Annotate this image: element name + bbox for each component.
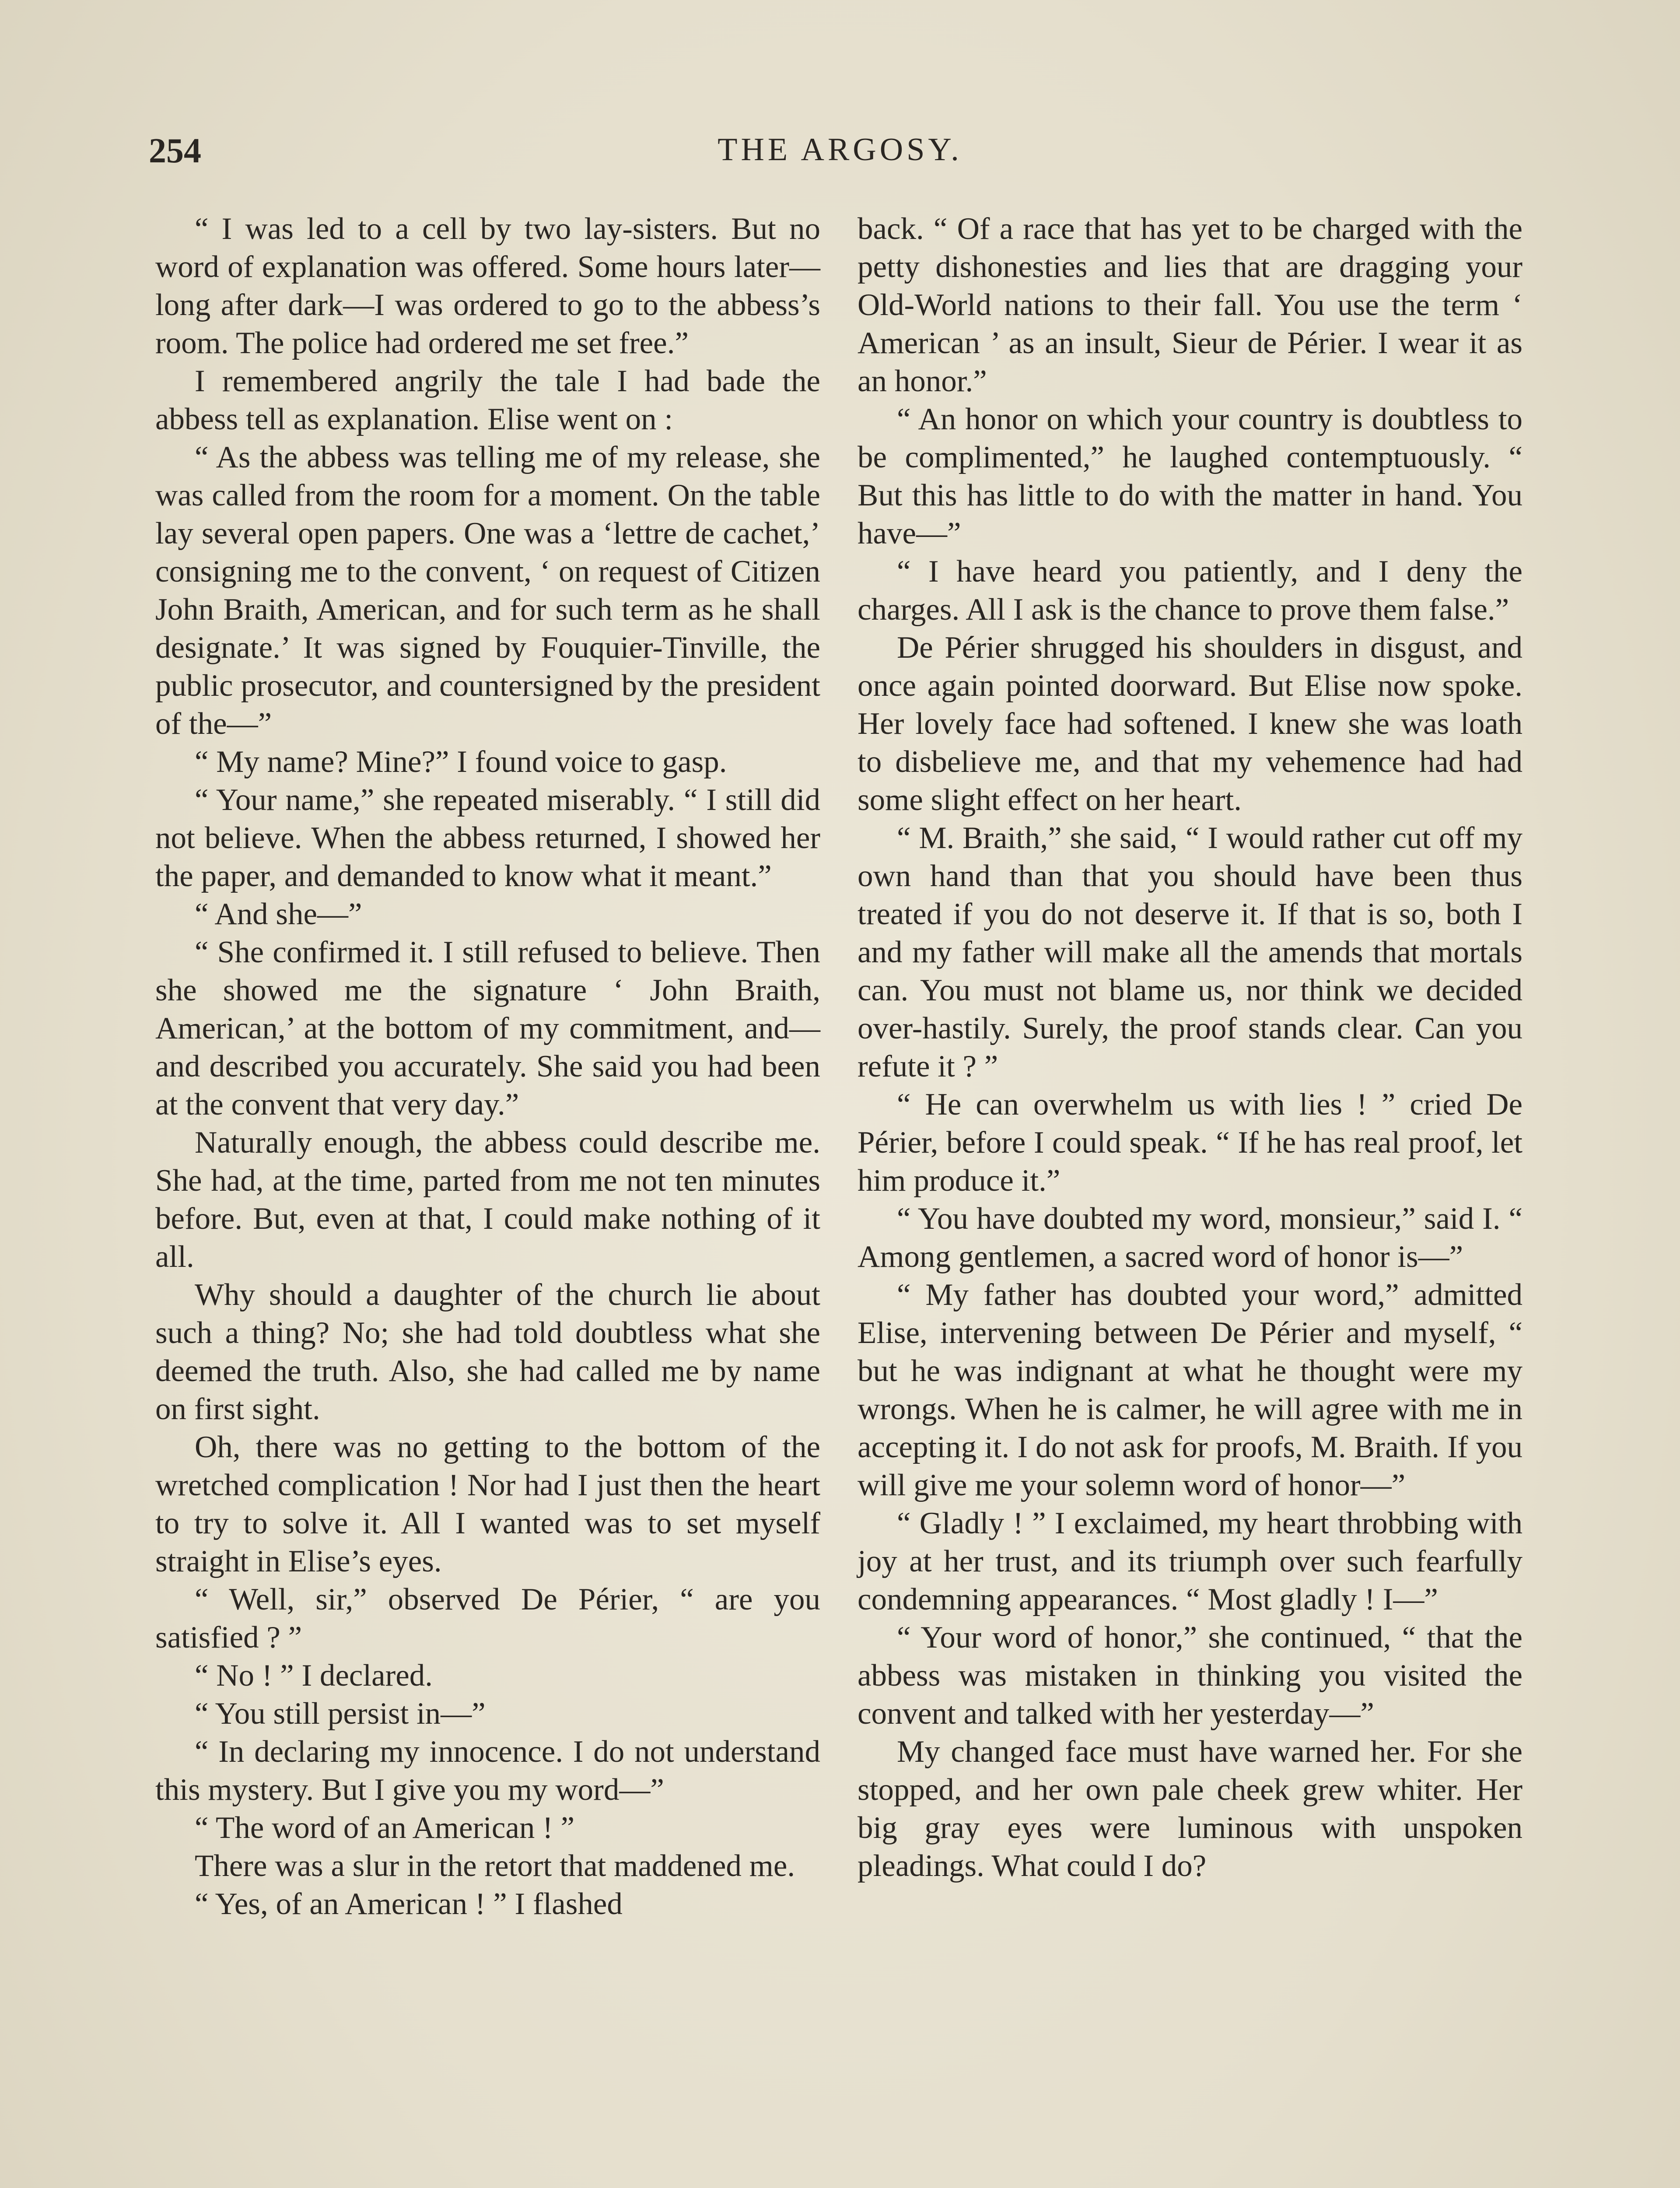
paragraph: “ Your name,” she repeated miserably. “ I still did not believe. When the abbess returned, I showed her the paper, and demanded to know what it meant.” (155, 783, 820, 893)
paragraph: “ Gladly ! ” I exclaimed, my heart throbbing with joy at her trust, and its triumph over such fearfully condemning appearances. “ Most gladly ! I—” (858, 1506, 1522, 1616)
paragraph: There was a slur in the retort that maddened me. (195, 1849, 795, 1883)
paragraph: Naturally enough, the abbess could describe me. She had, at the time, parted from me not ten minutes before. But, even at that, I could make nothing of it all. (155, 1126, 820, 1274)
page-number: 254 (149, 132, 201, 170)
paragraph: Why should a daughter of the church lie about such a thing? No; she had told doubtless what she deemed the truth. Also, she had called me by name on first sight. (155, 1278, 820, 1426)
paragraph: “ An honor on which your country is doubtless to be complimented,” he laughed contemptuously. “ But this has little to do with the matter in hand. You have—” (858, 402, 1522, 551)
paragraph: “ Well, sir,” observed De Périer, “ are you satisfied ? ” (155, 1582, 820, 1655)
paragraph: “ The word of an American ! ” (195, 1811, 575, 1845)
paragraph: “ I was led to a cell by two lay-sisters. But no word of explanation was offered. Some hours later—long after dark—I was ordered to go to the abbess’s room. The police had ordered me set free.” (155, 212, 820, 360)
paragraph: “ Your word of honor,” she continued, “ that the abbess was mistaken in thinking you visited the convent and talked with her yesterday—” (858, 1620, 1522, 1731)
paragraph: “ As the abbess was telling me of my release, she was called from the room for a moment. On the table lay several open papers. One was a ‘lettre de cachet,’ consigning me to the convent, ‘ on request of Citizen John Braith, American, and for such term as he shall designate.’ It was signed by Fouquier-Tinville, the public prosecutor, and countersigned by the president of the—” (155, 440, 820, 741)
paragraph: “ My father has doubted your word,” admitted Elise, intervening between De Périer and myself, “ but he was indignant at what he thought were my wrongs. When he is calmer, he will agree with me in accepting it. I do not ask for proofs, M. Braith. If you will give me your solemn word of honor—” (858, 1278, 1522, 1502)
paragraph: back. “ Of a race that has yet to be charged with the petty dishonesties and lies that are dragging your Old-World nations to their fall. You use the term ‘ American ’ as an insult, Sieur de Périer. I wear it as an honor.” (858, 212, 1522, 398)
left-column (155, 210, 820, 2188)
right-column (858, 210, 1522, 2188)
paragraph: My changed face must have warned her. For she stopped, and her own pale cheek grew whiter. Her big gray eyes were luminous with unspoken pleadings. What could I do? (858, 1735, 1522, 1883)
paragraph: “ I have heard you patiently, and I deny the charges. All I ask is the chance to prove them false.” (858, 554, 1522, 627)
paragraph: “ In declaring my innocence. I do not understand this mystery. But I give you my word—” (155, 1735, 820, 1807)
page-header (149, 131, 1531, 184)
paragraph: “ He can overwhelm us with lies ! ” cried De Périer, before I could speak. “ If he has real proof, let him produce it.” (858, 1087, 1522, 1198)
paragraph: “ You have doubted my word, monsieur,” said I. “ Among gentlemen, a sacred word of honor is—” (858, 1202, 1522, 1274)
paragraph: “ She confirmed it. I still refused to believe. Then she showed me the signature ‘ John Braith, American,’ at the bottom of my commitment, and—and described you accurately. She said you had been at the convent that very day.” (155, 935, 820, 1122)
paragraph: “ M. Braith,” she said, “ I would rather cut off my own hand than that you should have been thus treated if you do not deserve it. If that is so, both I and my father will make all the amends that mortals can. You must not blame us, nor think we decided over-hastily. Surely, the proof stands clear. Can you refute it ? ” (858, 821, 1522, 1083)
paragraph: De Périer shrugged his shoulders in disgust, and once again pointed doorward. But Elise now spoke. Her lovely face had softened. I knew she was loath to disbelieve me, and that my vehemence had had some slight effect on her heart. (858, 631, 1522, 817)
running-head: THE ARGOSY. (718, 132, 962, 168)
paragraph: “ No ! ” I declared. (195, 1659, 433, 1693)
paragraph: “ You still persist in—” (195, 1697, 486, 1731)
paragraph: “ My name? Mine?” I found voice to gasp. (195, 745, 727, 779)
paragraph: “ And she—” (195, 897, 362, 931)
paragraph: “ Yes, of an American ! ” I flashed (195, 1887, 623, 1921)
paragraph: Oh, there was no getting to the bottom of the wretched complication ! Nor had I just then the heart to try to solve it. All I wanted was to set myself straight in Elise’s eyes. (155, 1430, 820, 1578)
paragraph: I remembered angrily the tale I had bade the abbess tell as explanation. Elise went on : (155, 364, 820, 436)
